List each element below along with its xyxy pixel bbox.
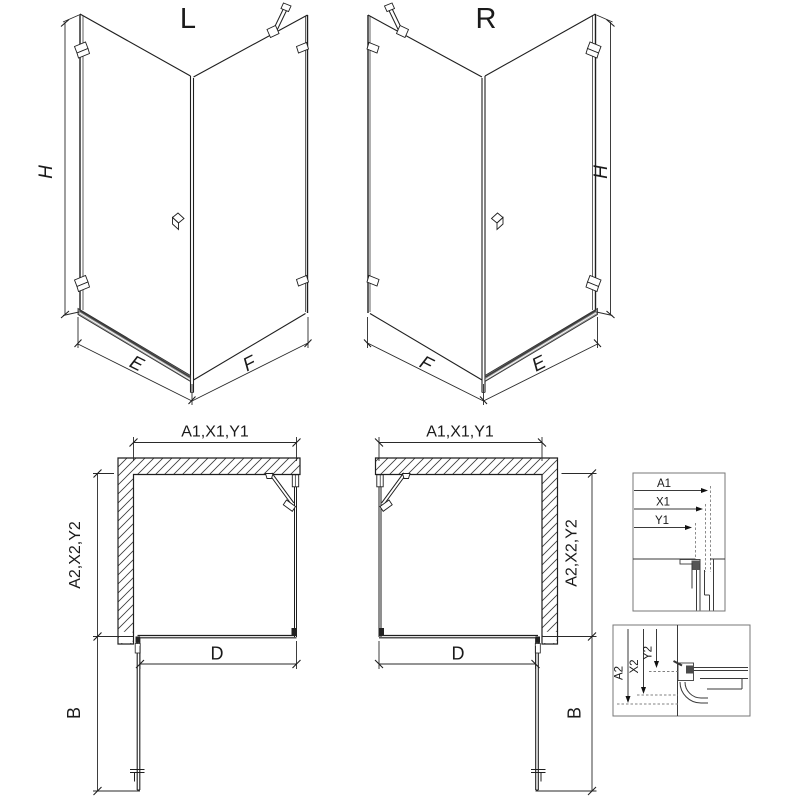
plan-left-door-width-label: D	[210, 643, 224, 664]
detail-box-bottom-profile	[613, 625, 750, 716]
iso-view-left	[36, 3, 312, 405]
wall-section-right	[376, 458, 558, 644]
plan-right-geometry	[375, 437, 546, 790]
plan-view-left	[64, 424, 301, 796]
detail-a1-label: A1	[656, 478, 672, 490]
iso-left-bottom-right-dim-label: F	[239, 352, 260, 377]
plan-right-top-dim-label: A1,X1,Y1	[426, 423, 494, 441]
iso-left-height-dim-label: H	[36, 165, 57, 179]
plan-view-right	[375, 424, 597, 796]
plan-left-top-dim-label: A1,X1,Y1	[181, 423, 249, 441]
iso-left-bottom-left-dim-label: E	[126, 351, 147, 377]
wall-end-break	[119, 632, 133, 643]
detail-box-top-profile	[633, 473, 725, 611]
plan-right-door-open-label: B	[564, 706, 585, 720]
plan-left-geometry	[130, 437, 301, 790]
detail-y2-label: Y2	[642, 645, 655, 661]
plan-right-side-dim-label: A2,X2,Y2	[563, 519, 581, 587]
iso-right-variant-label: R	[475, 3, 497, 35]
detail-y1-label: Y1	[654, 515, 670, 527]
iso-view-right	[364, 3, 615, 405]
iso-left-variant-label: L	[179, 3, 197, 35]
plan-right-door-width-label: D	[451, 643, 465, 664]
iso-right-geometry	[364, 3, 615, 405]
detail-a2-label: A2	[613, 665, 626, 681]
wall-end-break	[543, 632, 557, 643]
detail-x1-label: X1	[655, 496, 671, 509]
iso-left-geometry	[61, 3, 312, 405]
plan-left-door-open-label: B	[64, 706, 84, 720]
plan-left-door-open-dim	[93, 637, 140, 795]
iso-right-bottom-left-dim-label: F	[416, 352, 436, 377]
wall-section-left	[118, 458, 300, 644]
iso-right-height-dim-label: H	[591, 165, 612, 179]
plan-left-side-dim-label: A2,X2,Y2	[67, 521, 84, 589]
detail-frame	[633, 473, 725, 611]
iso-right-bottom-right-dim-label: E	[528, 351, 550, 377]
detail-x2-label: X2	[629, 659, 641, 674]
